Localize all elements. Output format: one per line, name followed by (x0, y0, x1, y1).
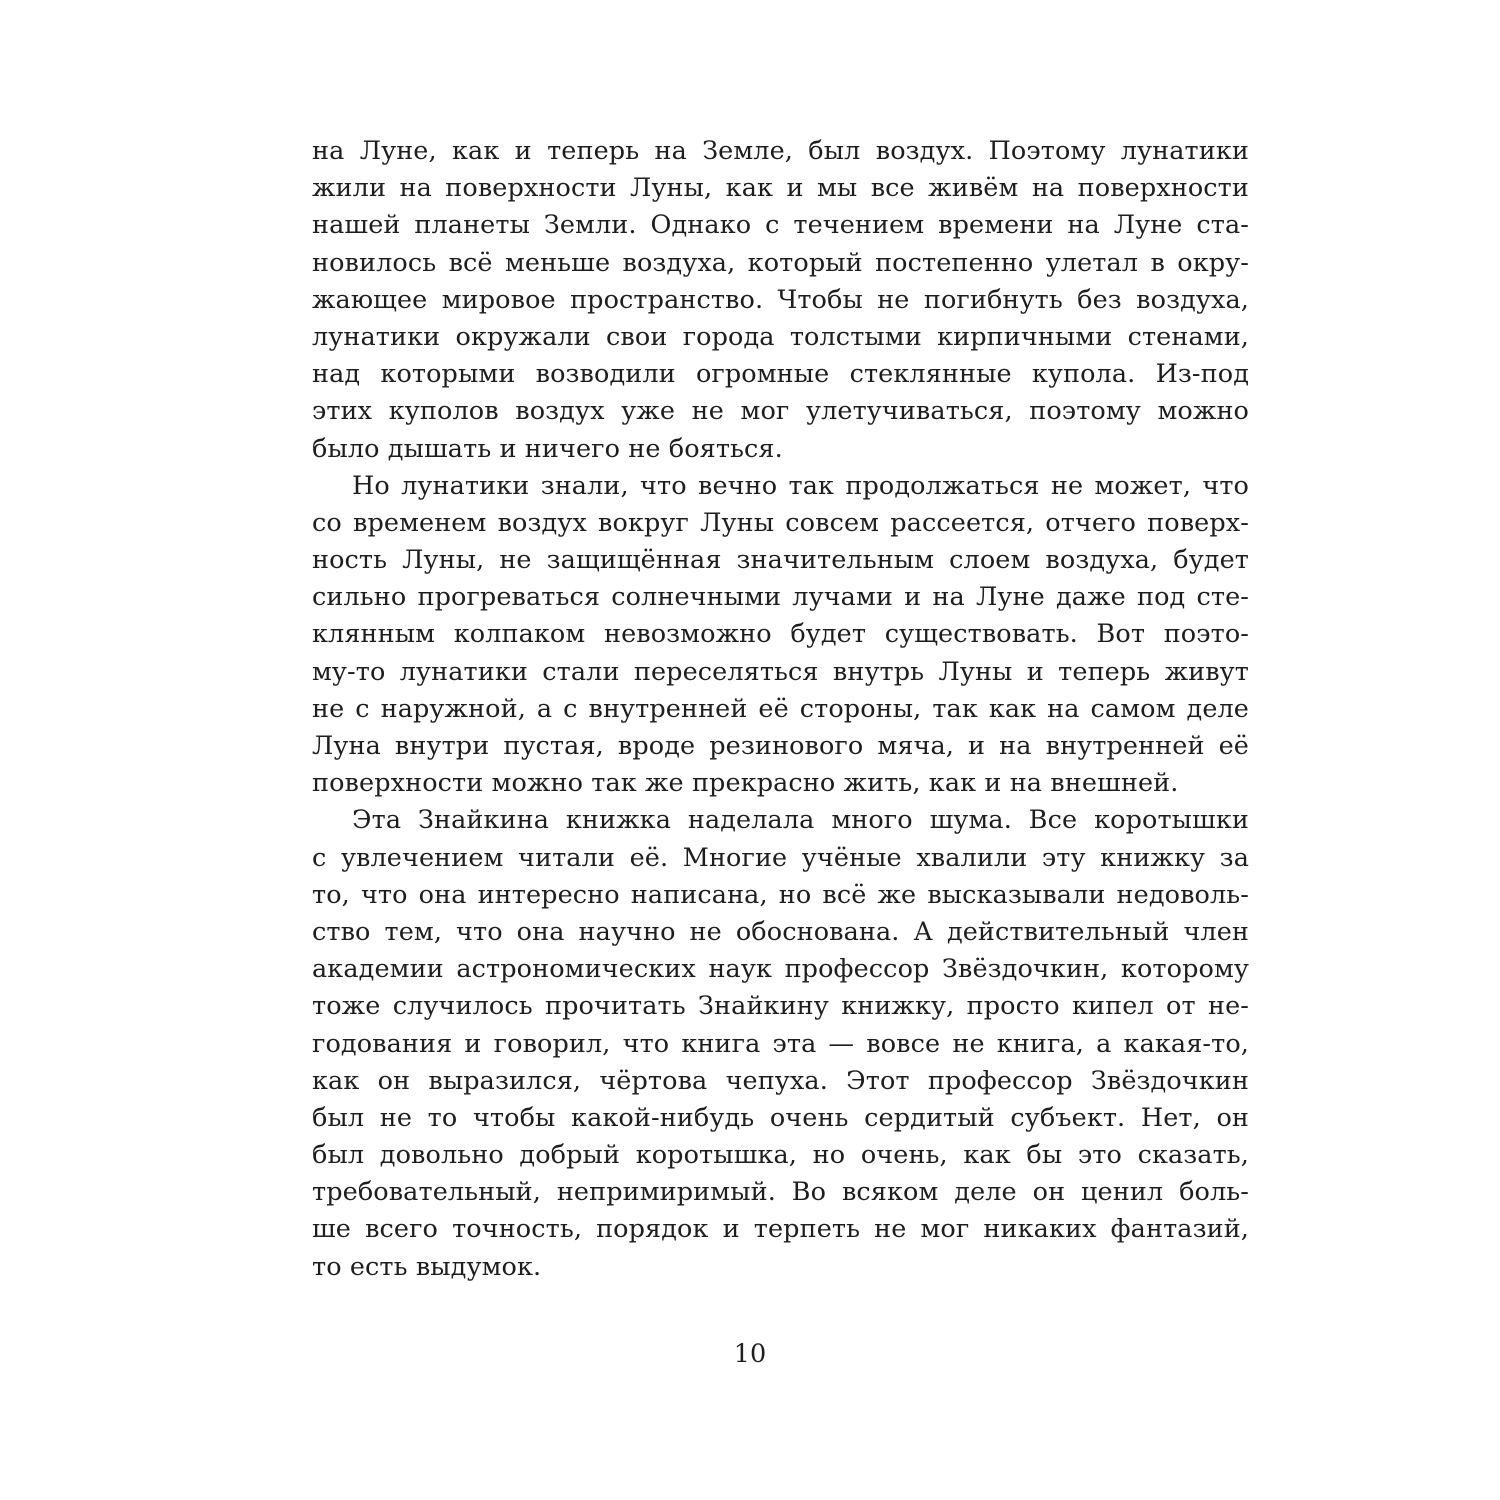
text-line: годования и говорил, что книга эта — вовсе не книга, а какая-то, (312, 1028, 1249, 1059)
text-line: как он выразился, чёртова чепуха. Этот профессор Звёздочкин (312, 1065, 1249, 1096)
text-line: му-то лунатики стали переселяться внутрь Луны и теперь живут (312, 656, 1249, 687)
text-line: жающее мировое пространство. Чтобы не погибнуть без воздуха, (312, 284, 1249, 315)
body-text (312, 133, 1249, 1286)
text-line: лунатики окружали свои города толстыми кирпичными стенами, (312, 321, 1249, 352)
text-line: ность Луны, не защищённая значительным слоем воздуха, будет (312, 545, 1249, 576)
text-line: то, что она интересно написана, но всё же высказывали недоволь- (312, 879, 1249, 910)
text-line: академии астрономических наук профессор Звёздочкин, которому (312, 954, 1249, 985)
text-line: над которыми возводили огромные стеклянные купола. Из-под (312, 359, 1249, 390)
text-line: со временем воздух вокруг Луны совсем рассеется, отчего поверх- (312, 507, 1249, 538)
text-line: Эта Знайкина книжка наделала много шума. Все коротышки (352, 805, 1249, 836)
text-line: то есть выдумок. (312, 1251, 542, 1282)
text-line: Но лунатики знали, что вечно так продолжаться не может, что (352, 470, 1249, 501)
text-line: требовательный, непримиримый. Во всяком деле он ценил боль- (312, 1177, 1249, 1208)
text-line: поверхности можно так же прекрасно жить, как и на внешней. (312, 768, 1179, 799)
page-number: 10 (733, 1339, 767, 1369)
text-line: не с наружной, а с внутренней её стороны, так как на самом деле (312, 693, 1249, 724)
text-line: тоже случилось прочитать Знайкину книжку, просто кипел от не- (312, 991, 1249, 1022)
text-line: этих куполов воздух уже не мог улетучиваться, поэтому можно (312, 396, 1249, 427)
text-line: нашей планеты Земли. Однако с течением времени на Луне ста- (312, 210, 1249, 241)
text-line: с увлечением читали её. Многие учёные хвалили эту книжку за (312, 842, 1249, 873)
text-line: Луна внутри пустая, вроде резинового мяча, и на внутренней её (312, 731, 1249, 761)
text-line: было дышать и ничего не бояться. (312, 433, 783, 464)
text-line: был довольно добрый коротышка, но очень, как бы это сказать, (312, 1140, 1249, 1171)
text-line: жили на поверхности Луны, как и мы все живём на поверхности (312, 173, 1249, 204)
text-line: был не то чтобы какой-нибудь очень сердитый субъект. Нет, он (312, 1102, 1249, 1133)
text-line: ше всего точность, порядок и терпеть не мог никаких фантазий, (312, 1214, 1249, 1245)
text-line: новилось всё меньше воздуха, который постепенно улетал в окру- (312, 247, 1249, 278)
text-line: ство тем, что она научно не обоснована. А действительный член (312, 916, 1249, 947)
text-line: клянным колпаком невозможно будет существовать. Вот поэто- (312, 619, 1249, 650)
text-line: на Луне, как и теперь на Земле, был воздух. Поэтому лунатики (312, 136, 1249, 166)
text-line: сильно прогреваться солнечными лучами и на Луне даже под сте- (312, 582, 1249, 613)
